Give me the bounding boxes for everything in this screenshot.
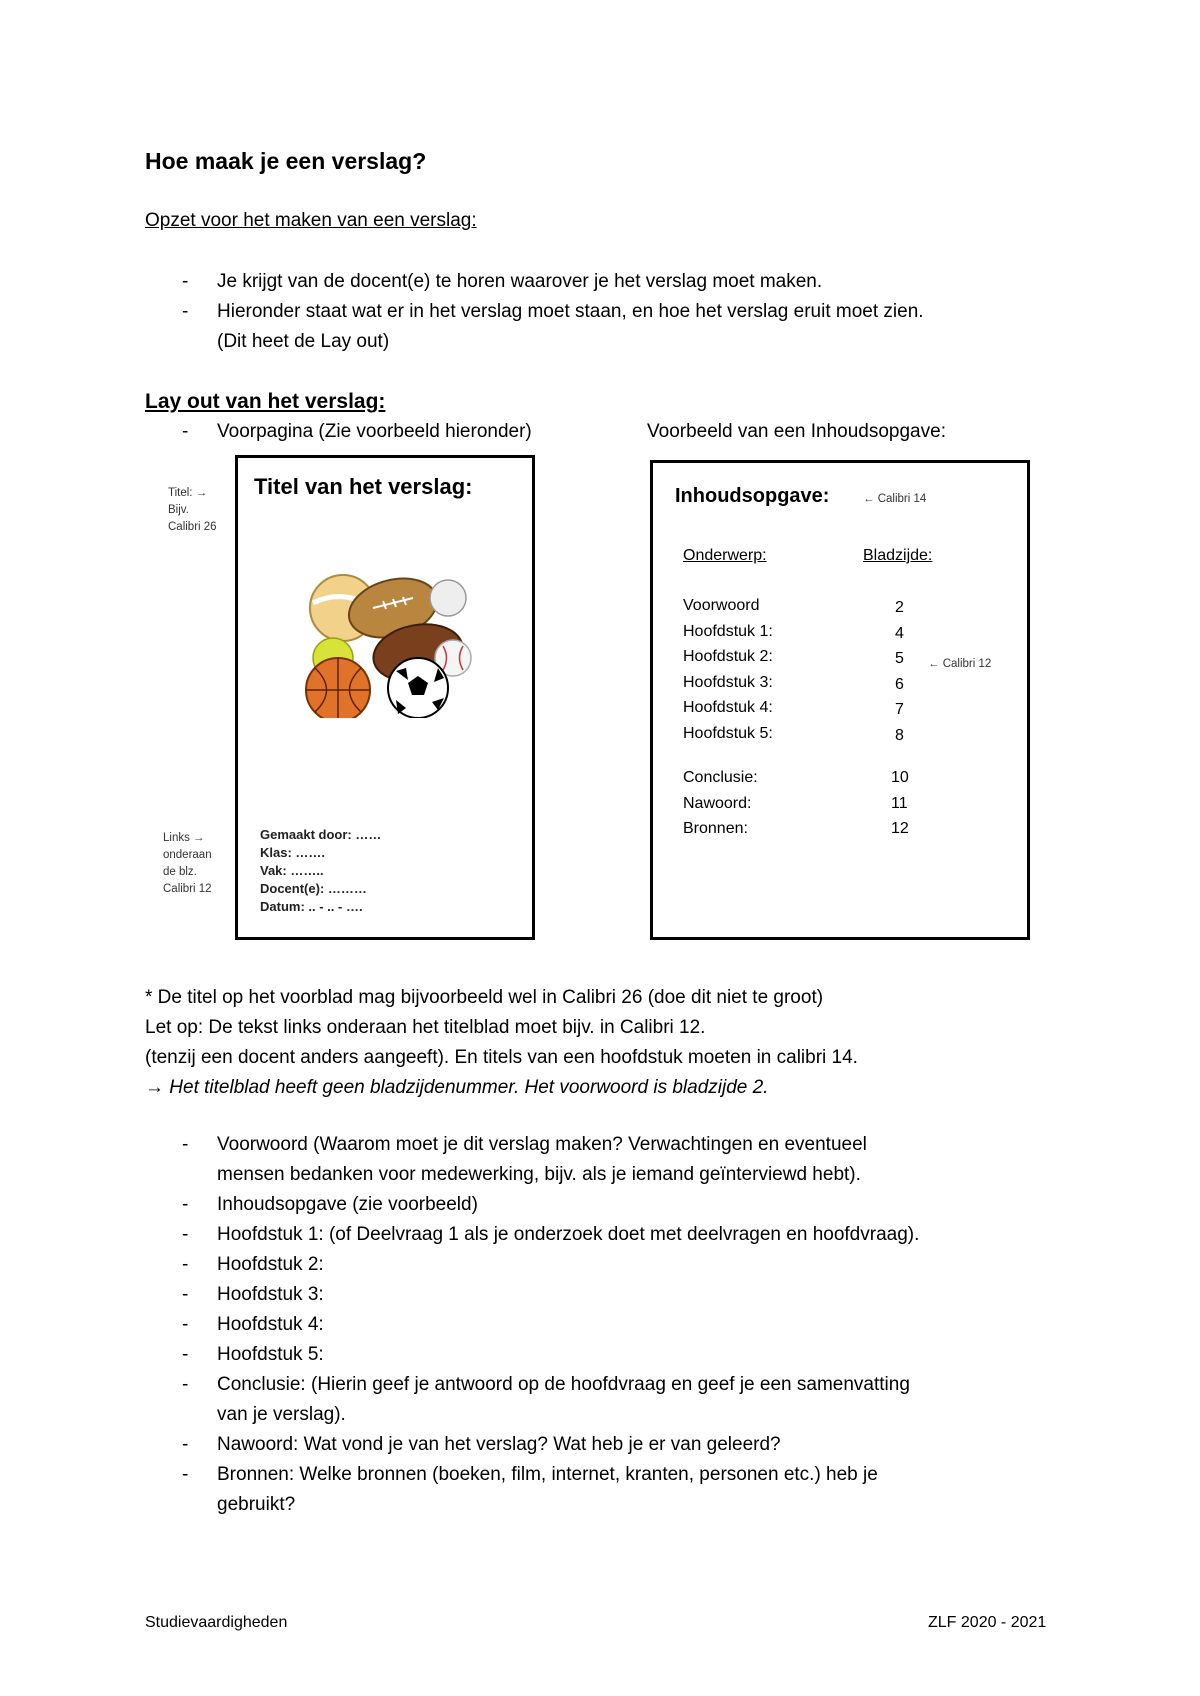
toc-heading: Inhoudsopgave: xyxy=(675,485,830,507)
cover-bottom-note: Links → onderaan de blz. Calibri 12 xyxy=(163,832,212,895)
footer-right: ZLF 2020 - 2021 xyxy=(928,1614,1047,1631)
cover-example xyxy=(235,455,535,940)
opzet-heading: Opzet voor het maken van een verslag: xyxy=(145,210,477,231)
toc-col-page: Bladzijde: xyxy=(863,547,933,564)
toc-example-label: Voorbeeld van een Inhoudsopgave: xyxy=(647,421,946,442)
note-line: * De titel op het voorblad mag bijvoorbeeld wel in Calibri 26 (doe dit niet te groot) xyxy=(145,987,824,1008)
toc-side-note: ← Calibri 12 xyxy=(928,658,992,670)
sports-balls-image xyxy=(298,568,478,718)
toc-subjects-group1: Voorwoord Hoofdstuk 1: Hoofdstuk 2: Hoofdstuk 3: Hoofdstuk 4: Hoofdstuk 5: xyxy=(683,597,773,742)
toc-pages-group2: 10 11 12 xyxy=(891,769,909,837)
page-title: Hoe maak je een verslag? xyxy=(145,148,427,174)
toc-example xyxy=(650,460,1030,940)
note-line: Let op: De tekst links onderaan het titelblad moet bijv. in Calibri 12. xyxy=(145,1017,706,1038)
layout-heading: Lay out van het verslag: xyxy=(145,390,386,413)
cover-title-note: Titel: → Bijv. Calibri 26 xyxy=(168,487,217,533)
toc-col-subject: Onderwerp: xyxy=(683,547,767,564)
toc-subjects-group2: Conclusie: Nawoord: Bronnen: xyxy=(683,769,758,837)
note-line-italic: → Het titelblad heeft geen bladzijdenummer. Het voorwoord is bladzijde 2. xyxy=(145,1077,769,1098)
note-line: (tenzij een docent anders aangeeft). En titels van een hoofdstuk moeten in calibri 14. xyxy=(145,1047,858,1068)
toc-pages-group1: 2 4 5 6 7 8 xyxy=(895,599,904,744)
cover-title: Titel van het verslag: xyxy=(254,474,473,499)
cover-info: Gemaakt door: …… Klas: ……. Vak: …….. Docent(e): ……… Datum: .. - .. - …. xyxy=(260,827,382,914)
toc-heading-note: ← Calibri 14 xyxy=(863,493,927,505)
footer-left: Studievaardigheden xyxy=(145,1614,288,1631)
